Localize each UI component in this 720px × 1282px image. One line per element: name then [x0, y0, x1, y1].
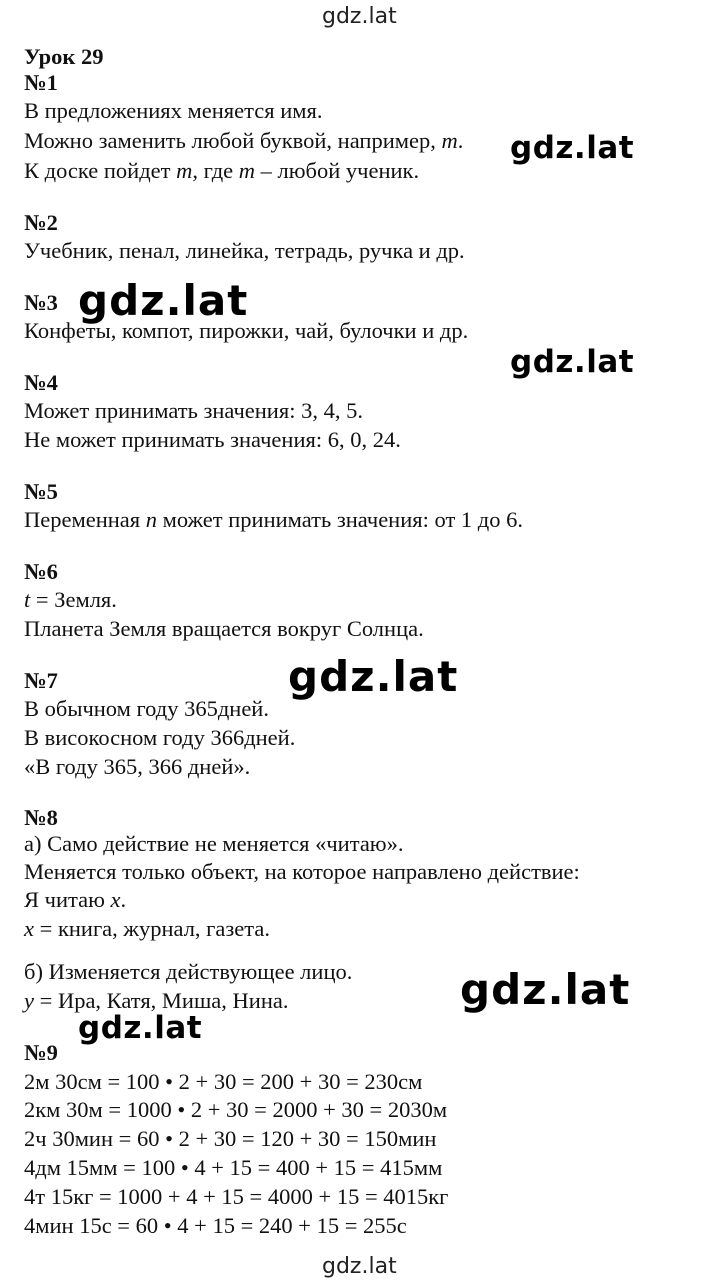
text-line: В обычном году 365дней. — [24, 696, 269, 721]
text-line: Учебник, пенал, линейка, тетрадь, ручка и др. — [24, 238, 465, 263]
task-heading: №3 — [24, 290, 58, 315]
text-line: Конфеты, компот, пирожки, чай, булочки и др. — [24, 318, 469, 343]
text-line: Можно заменить любой буквой, например, m. — [24, 128, 464, 153]
text-line: Не может принимать значения: 6, 0, 24. — [24, 427, 401, 452]
watermark: gdz.lat — [460, 965, 631, 1014]
watermark-bottom: gdz.lat — [322, 1254, 397, 1279]
text-line: Я читаю x. — [24, 887, 127, 912]
task-heading: №4 — [24, 370, 58, 395]
task-heading: №6 — [24, 559, 58, 584]
text-line: а) Само действие не меняется «читаю». — [24, 831, 404, 856]
equation-line: 4дм 15мм = 100 • 4 + 15 = 400 + 15 = 415мм — [24, 1155, 443, 1180]
task-heading: №1 — [24, 70, 58, 95]
text-line: б) Изменяется действующее лицо. — [24, 959, 353, 984]
task-heading: №8 — [24, 805, 58, 830]
equation-line: 2м 30см = 100 • 2 + 30 = 200 + 30 = 230см — [24, 1069, 423, 1094]
watermark-top: gdz.lat — [322, 4, 397, 29]
text-line: x = книга, журнал, газета. — [24, 916, 270, 941]
task-heading: №9 — [24, 1040, 58, 1065]
watermark: gdz.lat — [78, 276, 249, 325]
text-line: t = Земля. — [24, 587, 117, 612]
text-line: Меняется только объект, на которое направлено действие: — [24, 859, 580, 884]
watermark: gdz.lat — [78, 1010, 203, 1046]
equation-line: 2км 30м = 1000 • 2 + 30 = 2000 + 30 = 2030м — [24, 1097, 448, 1122]
text-line: y = Ира, Катя, Миша, Нина. — [24, 988, 289, 1013]
watermark: gdz.lat — [288, 652, 459, 701]
text-line: Планета Земля вращается вокруг Солнца. — [24, 616, 424, 641]
equation-line: 4т 15кг = 1000 + 4 + 15 = 4000 + 15 = 4015кг — [24, 1184, 449, 1209]
task-heading: №2 — [24, 210, 58, 235]
watermark: gdz.lat — [510, 130, 635, 166]
text-line: Переменная n может принимать значения: от 1 до 6. — [24, 507, 523, 532]
task-heading: №5 — [24, 479, 58, 504]
text-line: «В году 365, 366 дней». — [24, 754, 251, 779]
watermark: gdz.lat — [510, 344, 635, 380]
equation-line: 2ч 30мин = 60 • 2 + 30 = 120 + 30 = 150мин — [24, 1126, 437, 1151]
text-line: К доске пойдет m, где m – любой ученик. — [24, 158, 420, 183]
equation-line: 4мин 15с = 60 • 4 + 15 = 240 + 15 = 255с — [24, 1213, 407, 1238]
text-line: Может принимать значения: 3, 4, 5. — [24, 398, 363, 423]
lesson-title: Урок 29 — [24, 44, 104, 69]
text-line: В високосном году 366дней. — [24, 725, 296, 750]
task-heading: №7 — [24, 668, 58, 693]
text-line: В предложениях меняется имя. — [24, 98, 323, 123]
